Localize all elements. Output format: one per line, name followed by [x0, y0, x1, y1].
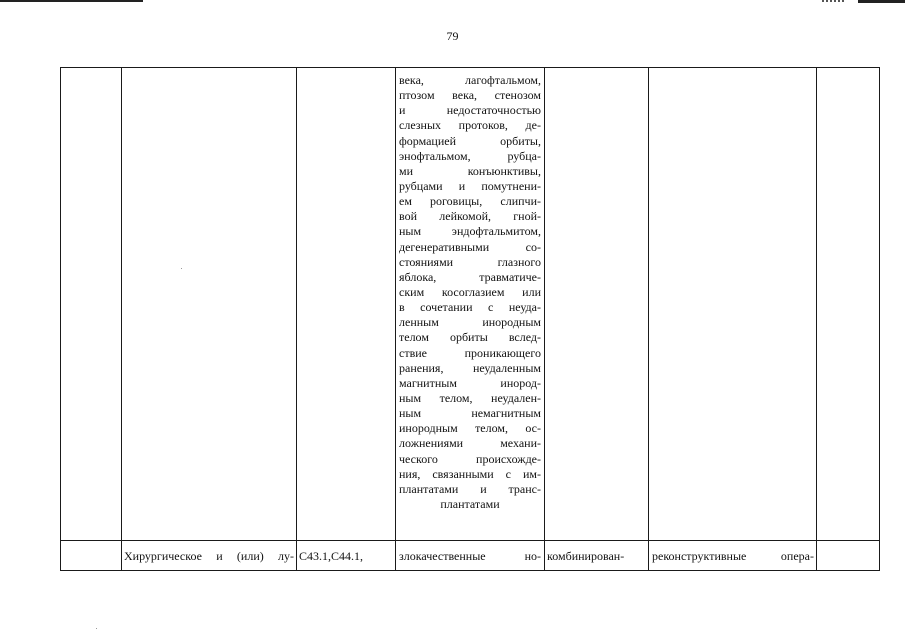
table-column-border: [879, 67, 880, 571]
description-line: ложнениями механи-: [399, 436, 541, 451]
description-line: ским косоглазием или: [399, 284, 541, 299]
description-line: слезных протоков, де-: [399, 118, 541, 133]
description-line: стояниями глазного: [399, 254, 541, 269]
scan-speck: [96, 628, 97, 629]
description-line: ранения, неудаленным: [399, 360, 541, 375]
description-line: века, лагофтальмом,: [399, 73, 541, 87]
description-line: и недостаточностью: [399, 103, 541, 118]
table-column-border: [816, 67, 817, 571]
description-line: дегенеративными со-: [399, 239, 541, 254]
description-line: ным эндофтальмитом,: [399, 224, 541, 239]
table-column-border: [395, 67, 396, 571]
disease-description-cell: злокачественные но-: [399, 549, 541, 563]
description-line: плантатами: [440, 496, 500, 511]
description-line: ным немагнитным: [399, 406, 541, 421]
table-row-divider: [60, 540, 880, 541]
description-line: магнитным инород-: [399, 375, 541, 390]
description-line: рубцами и помутнени-: [399, 178, 541, 193]
description-line: ческого происхожде-: [399, 451, 541, 466]
treatment-type-cell: комбинирован-: [547, 549, 625, 563]
description-line: ми конъюнктивы,: [399, 163, 541, 178]
description-line: формацией орбиты,: [399, 133, 541, 148]
treatment-method-cell: реконструктивные опера-: [652, 549, 814, 563]
treatment-profile-cell: Хирургическое и (или) лу-: [124, 549, 294, 563]
description-line: ем роговицы, слипчи-: [399, 194, 541, 209]
description-line: ния, связанными с им-: [399, 466, 541, 481]
description-line: ленным инородным: [399, 315, 541, 330]
table-row-divider: [60, 570, 880, 571]
description-line: ным телом, неудален-: [399, 390, 541, 405]
scan-speck: [181, 268, 182, 269]
description-line: инородным телом, ос-: [399, 421, 541, 436]
description-line: яблока, травматиче-: [399, 269, 541, 284]
description-line: плантатами и транс-: [399, 481, 541, 496]
description-line: телом орбиты вслед-: [399, 330, 541, 345]
disease-description-cell: [399, 73, 541, 512]
description-line: энофтальмом, рубца-: [399, 148, 541, 163]
table-column-border: [60, 67, 61, 571]
page-number: 79: [446, 29, 459, 43]
description-line: в сочетании с неуда-: [399, 300, 541, 315]
table-column-border: [296, 67, 297, 571]
table-column-border: [121, 67, 122, 571]
description-line: ствие проникающего: [399, 345, 541, 360]
table-column-border: [648, 67, 649, 571]
table-border-top: [60, 67, 880, 68]
description-line: птозом века, стенозом: [399, 88, 541, 103]
table-column-border: [544, 67, 545, 571]
icd-codes-cell: C43.1,C44.1,: [299, 549, 364, 563]
description-line: вой лейкомой, гной-: [399, 209, 541, 224]
